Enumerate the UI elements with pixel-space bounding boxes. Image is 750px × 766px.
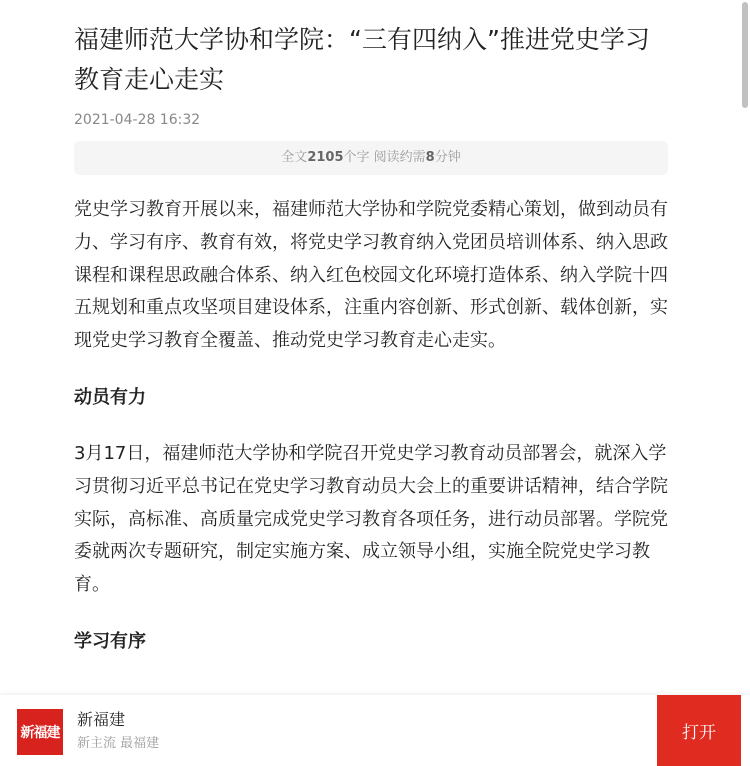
article-title: 福建师范大学协和学院：“三有四纳入”推进党史学习教育走心走实: [74, 25, 650, 94]
article: [74, 0, 668, 658]
stats-suffix: 分钟: [434, 150, 461, 165]
scrollbar-thumb[interactable]: [742, 2, 748, 108]
app-download-banner: [0, 695, 750, 766]
open-app-button[interactable]: 打开: [657, 695, 741, 766]
stats-prefix: 全文: [281, 150, 308, 165]
word-count: 2105: [307, 150, 344, 165]
section-paragraph-mobilization: 3月17日，福建师范大学协和学院召开党史学习教育动员部署会，就深入学习贯彻习近平总书记在党史学习教育动员大会上的重要讲话精神，结合学院实际，高标准、高质量完成党史学习教育各项任务，进行动员部署。学院党委就两次专题研究，制定实施方案、成立领导小组，实施全院党史学习教育。: [74, 442, 668, 596]
section-heading-mobilization: 动员有力: [74, 386, 146, 408]
reading-minutes: 8: [425, 150, 435, 165]
app-logo: 新福建: [17, 709, 63, 755]
stats-mid: 个字 阅读约需: [343, 150, 426, 165]
publish-date: 2021-04-28 16:32: [74, 112, 201, 128]
app-slogan: 新主流 最福建: [77, 736, 160, 751]
intro-paragraph: 党史学习教育开展以来，福建师范大学协和学院党委精心策划，做到动员有力、学习有序、教育有效，将党史学习教育纳入党团员培训体系、纳入思政课程和课程思政融合体系、纳入红色校园文化环境打造体系、纳入学院十四五规划和重点攻坚项目建设体系，注重内容创新、形式创新、载体创新，实现党史学习教育全覆盖、推动党史学习教育走心走实。: [74, 199, 668, 352]
app-name: 新福建: [77, 710, 126, 729]
reading-stats: [74, 141, 668, 175]
section-heading-learning: 学习有序: [74, 630, 146, 652]
